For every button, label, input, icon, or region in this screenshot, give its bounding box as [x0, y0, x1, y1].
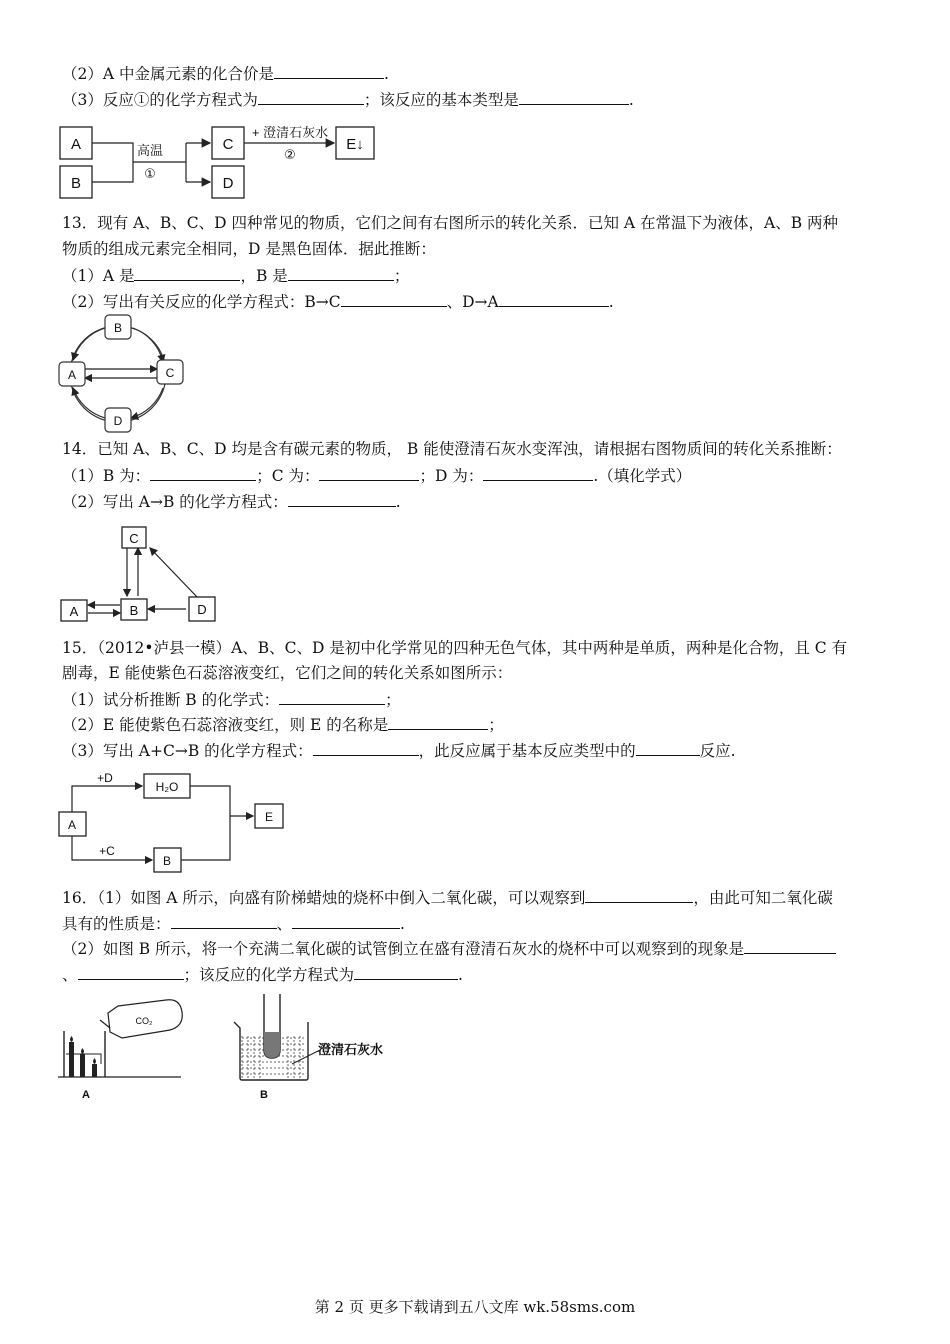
answer-blank[interactable] [279, 688, 385, 705]
q13-line-1: 13．现有 A、B、C、D 四种常见的物质，它们之间有右图所示的转化关系．已知 A 在常温下为液体，A、B 两种 [62, 214, 839, 232]
step-1: ① [144, 166, 156, 181]
answer-blank[interactable] [150, 464, 256, 481]
svg-text:C: C [129, 531, 139, 546]
answer-blank[interactable] [78, 963, 184, 980]
svg-text:B: B [162, 854, 172, 868]
answer-blank[interactable] [171, 912, 277, 929]
q14-line-1: 14．已知 A、B、C、D 均是含有碳元素的物质， B 能使澄清石灰水变浑浊，请根据右图物质间的转化关系推断： [62, 440, 842, 458]
answer-blank[interactable] [483, 464, 593, 481]
answer-blank[interactable] [313, 739, 419, 756]
q16-figure-b [226, 992, 411, 1104]
q12-line-3: （3）反应①的化学方程式为 ；该反应的基本类型是 . [62, 88, 634, 111]
candle-stairs [66, 1036, 101, 1077]
co2-label: CO₂ [135, 1016, 153, 1026]
step-2: ② [284, 147, 296, 162]
page-footer: 第 2 页 更多下载请到五八文库 wk.58sms.com [314, 1298, 636, 1316]
co2-bottle [100, 1000, 182, 1038]
svg-text:A: A [69, 604, 79, 619]
q15-line-5: （3）写出 A+C→B 的化学方程式： ，此反应属于基本反应类型中的 反应. [62, 739, 736, 762]
q13-diagram [55, 312, 195, 434]
answer-blank[interactable] [354, 963, 458, 980]
q16-line-2: 具有的性质是： 、 . [62, 912, 405, 935]
q12-line-2: （2）A 中金属元素的化合价是 . [62, 62, 389, 85]
svg-text:E: E [264, 810, 274, 824]
label-a: A [70, 136, 82, 153]
q13-line-4: （2）写出有关反应的化学方程式：B→C 、D→A . [62, 290, 614, 313]
label-c: C [222, 136, 234, 153]
q14-line-3: （2）写出 A→B 的化学方程式： . [62, 490, 401, 513]
answer-blank[interactable] [388, 713, 488, 730]
q12-diagram [58, 122, 388, 202]
answer-blank[interactable] [744, 937, 836, 954]
condition-high-temp: 高温 [136, 143, 164, 158]
answer-blank[interactable] [636, 739, 700, 756]
answer-blank[interactable] [274, 62, 384, 79]
answer-blank[interactable] [288, 490, 396, 507]
answer-blank[interactable] [519, 88, 629, 105]
answer-blank[interactable] [258, 88, 364, 105]
svg-text:H₂O: H₂O [155, 780, 179, 794]
answer-blank[interactable] [585, 886, 693, 903]
answer-blank[interactable] [319, 464, 419, 481]
svg-text:A: A [67, 818, 77, 832]
q16-figure-a [56, 998, 186, 1104]
q15-diagram [55, 770, 290, 875]
figure-b-label: B [260, 1089, 268, 1101]
q16-line-1: 16．（1）如图 A 所示，向盛有阶梯蜡烛的烧杯中倒入二氧化碳，可以观察到 ，由此可知二氧化碳 [62, 886, 833, 909]
svg-text:B: B [113, 321, 123, 335]
label-d: D [222, 175, 234, 192]
q15-line-1: 15．（2012•泸县一模）A、B、C、D 是初中化学常见的四种无色气体，其中两种是单质，两种是化合物，且 C 有 [62, 639, 848, 657]
svg-text:B: B [129, 603, 139, 618]
q15-line-2: 剧毒，E 能使紫色石蕊溶液变红，它们之间的转化关系如图所示： [62, 664, 513, 682]
q16-line-4: 、 ；该反应的化学方程式为 . [62, 963, 463, 986]
q15-line-4: （2）E 能使紫色石蕊溶液变红，则 E 的名称是 ； [62, 713, 504, 736]
svg-text:C: C [165, 366, 175, 380]
q13-line-3: （1）A 是 ，B 是 ； [62, 264, 409, 287]
svg-text:D: D [113, 414, 123, 428]
answer-blank[interactable] [134, 264, 240, 281]
q16-line-3: （2）如图 B 所示，将一个充满二氧化碳的试管倒立在盛有澄清石灰水的烧杯中可以观察到的现象是 [62, 937, 836, 960]
q14-diagram [58, 524, 223, 624]
limewater-label: 澄清石灰水 [318, 1042, 384, 1057]
condition-limewater: + 澄清石灰水 [251, 125, 329, 140]
q13-line-2: 物质的组成元素完全相同，D 是黑色固体．据此推断： [62, 240, 436, 258]
q14-line-2: （1）B 为： ；C 为： ；D 为： .（填化学式） [62, 464, 691, 487]
answer-blank[interactable] [499, 290, 609, 307]
figure-a-label: A [82, 1089, 90, 1101]
label-plus-c: +C [99, 844, 115, 858]
svg-text:A: A [67, 368, 77, 382]
label-plus-d: +D [97, 771, 113, 785]
svg-text:D: D [197, 602, 207, 617]
answer-blank[interactable] [288, 264, 394, 281]
label-e: E↓ [346, 136, 364, 153]
label-b: B [70, 175, 82, 192]
answer-blank[interactable] [292, 912, 400, 929]
q15-line-3: （1）试分析推断 B 的化学式： ； [62, 688, 401, 711]
answer-blank[interactable] [341, 290, 447, 307]
